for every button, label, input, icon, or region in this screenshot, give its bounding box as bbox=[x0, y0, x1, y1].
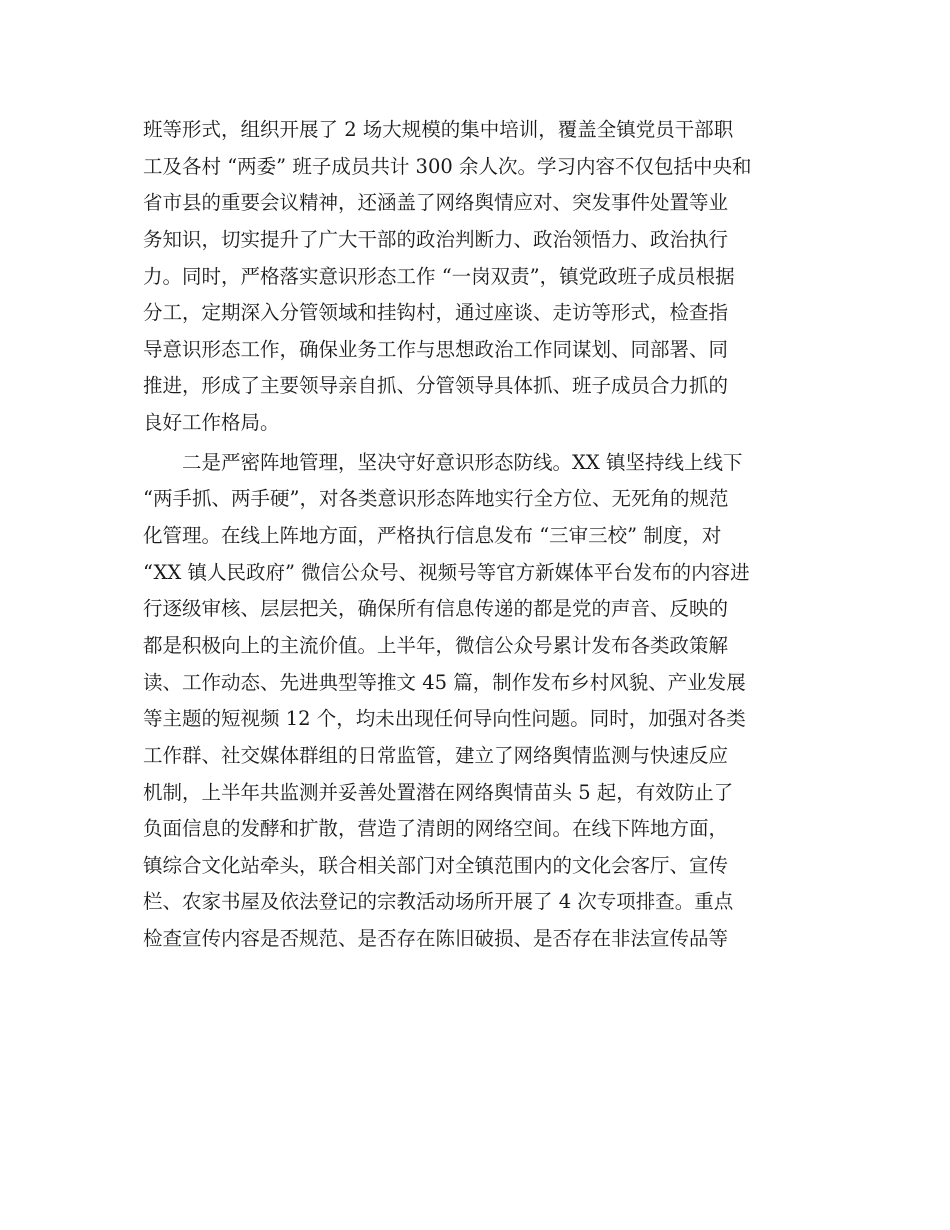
text-line: 镇综合文化站牵头，联合相关部门对全镇范围内的文化会客厅、宣传 bbox=[143, 853, 729, 877]
text-line: “两手抓、两手硬”，对各类意识形态阵地实行全方位、无死角的规范 bbox=[143, 487, 729, 511]
text-line: “XX 镇人民政府” 微信公众号、视频号等官方新媒体平台发布的内容进 bbox=[143, 560, 750, 584]
text-line: 读、工作动态、先进典型等推文 45 篇，制作发布乡村风貌、产业发展 bbox=[143, 670, 746, 694]
text-line: 省市县的重要会议精神，还涵盖了网络舆情应对、突发事件处置等业 bbox=[143, 191, 729, 215]
text-line: 都是积极向上的主流价值。上半年，微信公众号累计发布各类政策解 bbox=[143, 633, 729, 657]
paragraph-training-continued bbox=[143, 112, 813, 442]
paragraph-heading-line: 二是严密阵地管理，坚决守好意识形态防线。XX 镇坚持线上线下 bbox=[182, 450, 743, 474]
text-line: 负面信息的发酵和扩散，营造了清朗的网络空间。在线下阵地方面， bbox=[143, 817, 729, 841]
body-text bbox=[143, 112, 813, 958]
paragraph-position-management bbox=[143, 445, 813, 958]
text-line: 导意识形态工作，确保业务工作与思想政治工作同谋划、同部署、同 bbox=[143, 337, 729, 361]
text-line: 机制，上半年共监测并妥善处置潜在网络舆情苗头 5 起，有效防止了 bbox=[143, 780, 734, 804]
text-line: 良好工作格局。 bbox=[143, 411, 280, 435]
text-line: 分工，定期深入分管领域和挂钩村，通过座谈、走访等形式，检查指 bbox=[143, 301, 729, 325]
text-line: 班等形式，组织开展了 2 场大规模的集中培训，覆盖全镇党员干部职 bbox=[143, 118, 734, 141]
text-line: 栏、农家书屋及依法登记的宗教活动场所开展了 4 次专项排查。重点 bbox=[143, 890, 734, 914]
text-line: 化管理。在线上阵地方面，严格执行信息发布 “三审三校” 制度，对 bbox=[143, 524, 722, 548]
text-line: 检查宣传内容是否规范、是否存在陈旧破损、是否存在非法宣传品等 bbox=[143, 927, 729, 951]
text-line: 工作群、社交媒体群组的日常监管，建立了网络舆情监测与快速反应 bbox=[143, 743, 729, 767]
text-line: 等主题的短视频 12 个，均未出现任何导向性问题。同时，加强对各类 bbox=[143, 707, 746, 731]
text-line: 行逐级审核、层层把关，确保所有信息传递的都是党的声音、反映的 bbox=[143, 597, 729, 621]
text-line: 力。同时，严格落实意识形态工作 “一岗双责”，镇党政班子成员根据 bbox=[143, 264, 735, 288]
text-line: 工及各村 “两委” 班子成员共计 300 余人次。学习内容不仅包括中央和 bbox=[143, 154, 752, 178]
text-line: 务知识，切实提升了广大干部的政治判断力、政治领悟力、政治执行 bbox=[143, 227, 729, 251]
text-line: 推进，形成了主要领导亲自抓、分管领导具体抓、班子成员合力抓的 bbox=[143, 374, 729, 398]
